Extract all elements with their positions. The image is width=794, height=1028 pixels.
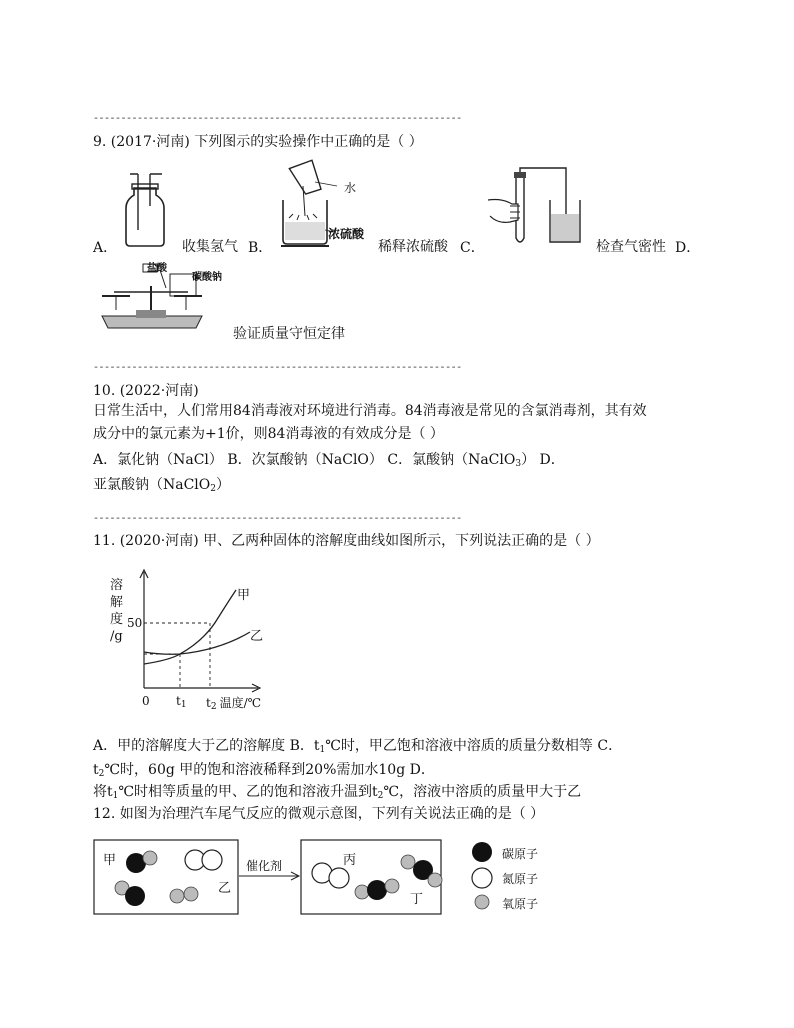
- q9-option-b-prefix: B．: [248, 240, 273, 256]
- q9-option-a-caption: 收集氢气: [182, 239, 238, 255]
- q9-option-d-prefix: D．: [675, 240, 701, 256]
- separator-line: -------------------------------------------------------------------: [93, 114, 462, 125]
- q12-label-bing: 丙: [343, 853, 357, 868]
- q9-option-a-prefix: A．: [93, 240, 118, 256]
- q10-line1: 日常生活中，人们常用84消毒液对环境进行消毒。84消毒液是常见的含氯消毒剂，其有效: [93, 403, 647, 419]
- q11-graph-ytick: 50: [127, 616, 143, 630]
- q12-label-jia: 甲: [103, 853, 117, 868]
- q11-graph-t2: $t_2$ 温度/℃: [206, 696, 262, 712]
- q11-curve-label-yi: 乙: [250, 629, 264, 644]
- q9-label-hcl: 盐酸: [147, 263, 167, 274]
- q9-stem: 9. (2017·河南) 下列图示的实验操作中正确的是（ ）: [93, 134, 423, 150]
- q9-figure-airtight-check: [488, 170, 588, 250]
- q12-label-catalyst: 催化剂: [246, 859, 283, 873]
- q10-line2: 成分中的氯元素为+1价，则84消毒液的有效成分是（ ）: [93, 426, 444, 442]
- q11-options-line2: $t_2℃$时，60g 甲的饱和溶液稀释到20%需加水10g D．: [93, 762, 435, 779]
- q9-label-water: 水: [344, 181, 357, 195]
- q9-option-d-caption: 验证质量守恒定律: [233, 326, 345, 342]
- q12-legend-oxygen: 氧原子: [502, 897, 539, 911]
- q11-options-line1: A．甲的溶解度大于乙的溶解度 B．$t_1℃$时，甲乙饱和溶液中溶质的质量分数相等 C．: [93, 738, 623, 755]
- q10-option-b: B．次氯酸钠（NaClO）: [227, 452, 383, 468]
- q11-graph-t1: $t_1$: [176, 694, 187, 710]
- q12-legend-carbon: 碳原子: [502, 847, 539, 861]
- separator-line: -------------------------------------------------------------------: [93, 363, 462, 374]
- q12-stem: 12. 如图为治理汽车尾气反应的微观示意图，下列有关说法正确的是（ ）: [93, 806, 545, 822]
- q12-label-ding: 丁: [410, 892, 424, 907]
- q9-option-c-caption: 检查气密性: [596, 239, 666, 255]
- q10-option-a: A．氯化钠（NaCl）: [93, 452, 223, 468]
- q11-stem: 11. (2020·河南) 甲、乙两种固体的溶解度曲线如图所示，下列说法正确的是（ ）: [93, 533, 600, 549]
- q12-label-yi: 乙: [218, 881, 232, 896]
- q11-curve-label-jia: 甲: [237, 588, 251, 603]
- q10-option-c: C．氯酸钠（NaClO$_3$）: [387, 452, 536, 469]
- q12-reaction-diagram: [93, 836, 553, 920]
- q9-figure-gas-bottle: [120, 170, 170, 250]
- q11-options-line3: 将$t_1℃$时相等质量的甲、乙的饱和溶液升温到$t_2℃$，溶液中溶质的质量甲大于乙: [93, 784, 582, 801]
- q10-options: [93, 449, 565, 469]
- q11-graph-ylabel: 溶 解 度 /g: [110, 578, 124, 644]
- q11-graph-origin: 0: [142, 694, 150, 708]
- q9-option-b-caption: 稀释浓硫酸: [378, 239, 448, 255]
- q9-label-na2co3: 碳酸钠: [192, 272, 222, 283]
- q10-option-d: D．: [539, 452, 565, 468]
- q10-option-d-text: 亚氯酸钠（NaClO$_2$）: [93, 477, 230, 494]
- q9-label-conc-acid: 浓硫酸: [328, 227, 365, 241]
- separator-line: -------------------------------------------------------------------: [93, 514, 462, 525]
- q12-legend-nitrogen: 氮原子: [502, 872, 539, 886]
- q10-stem: 10. (2022·河南): [93, 383, 199, 399]
- q9-option-c-prefix: C．: [460, 240, 485, 256]
